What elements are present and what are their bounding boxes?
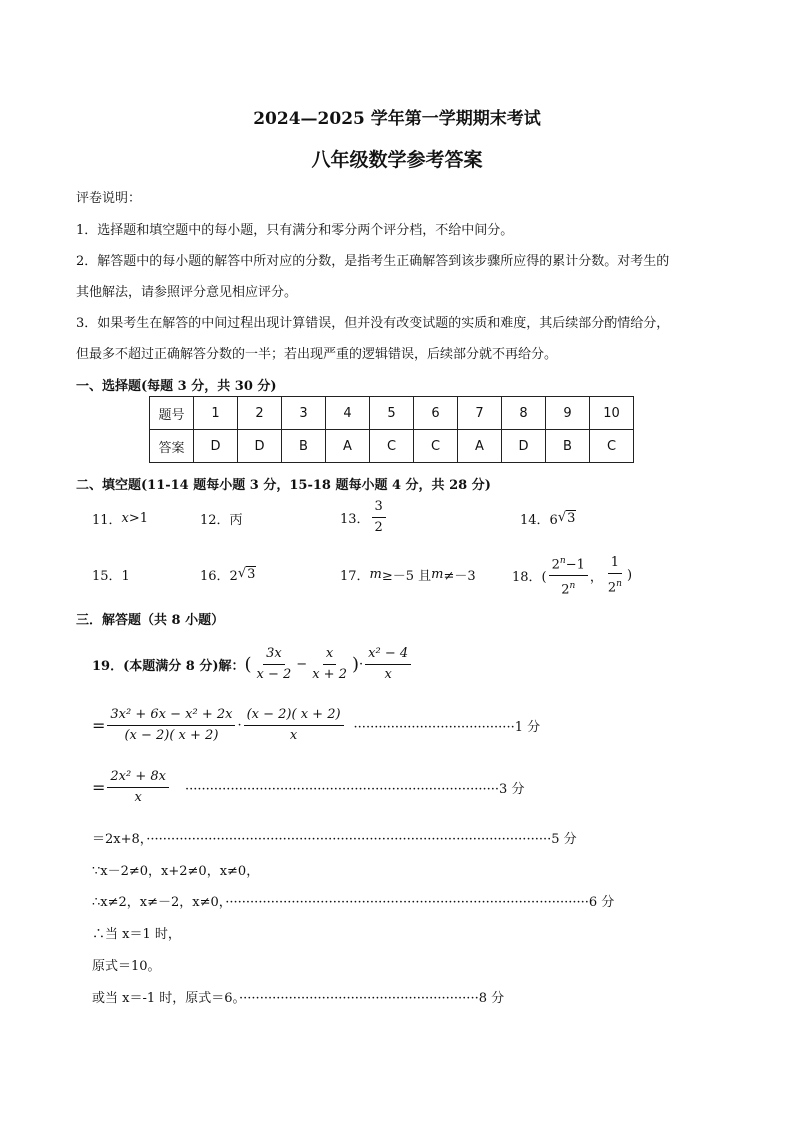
fraction-numerator: 1 [608, 554, 622, 574]
answer-13-fraction [372, 498, 386, 537]
fraction-denominator: x + 2 [312, 667, 347, 682]
row-label-number: 题号 [150, 397, 194, 430]
table-cell: 10 [590, 397, 634, 430]
answer-table [149, 396, 634, 463]
fraction-denominator [558, 576, 578, 599]
table-cell: D [238, 430, 282, 463]
answer-17-num: 17． [340, 569, 370, 584]
table-cell: B [546, 430, 590, 463]
note-3b: 但最多不超过正确解答分数的一半；若出现严重的逻辑错误，后续部分就不再给分。 [76, 347, 558, 362]
table-row [150, 430, 634, 463]
table-cell: A [326, 430, 370, 463]
fraction [254, 645, 295, 684]
minus-sign: − [296, 657, 308, 672]
notes-heading: 评卷说明： [76, 191, 142, 206]
table-cell: C [370, 430, 414, 463]
fraction [107, 768, 169, 807]
fraction-numerator [549, 552, 588, 576]
table-row [150, 397, 634, 430]
table-cell: 6 [414, 397, 458, 430]
sqrt-symbol: √ 3 [237, 566, 256, 582]
fraction-denominator: x [134, 790, 142, 805]
exponent: n [569, 581, 576, 592]
fraction-denominator: x − 2 [256, 667, 292, 682]
answer-13-num: 13． [340, 512, 370, 527]
fraction-denominator: 2 [374, 520, 383, 535]
table-cell: B [282, 430, 326, 463]
q19-statement: 19．(本题满分 8 分)解： ( $\frac{3x}{x - 2}$ − $\frac{x}{x + 2}$ ) · $\frac{\text{x² − 4}}{x}$ [92, 645, 413, 684]
comma: ， [589, 570, 603, 586]
section1-heading: 一、选择题(每题 3 分，共 30 分) [76, 379, 277, 394]
fraction-numerator: x² − 4 [365, 645, 411, 665]
q19-step-3: ＝2x+8，··································································································5 分 [92, 832, 577, 847]
equals-sign: = [92, 778, 106, 797]
section3-heading: 三．解答题（共 8 小题） [76, 613, 225, 628]
fraction-denominator [605, 574, 625, 597]
q19-step-5: ∴x≠2，x≠－2，x≠0，························································································6 分 [92, 895, 615, 910]
answer-12: 12．丙 [200, 513, 243, 528]
fraction-numerator: 3x² + 6x − x² + 2x [107, 706, 235, 726]
answer-14-num: 14．6 [520, 513, 558, 528]
answer-17-var: m [431, 567, 444, 582]
fraction-numerator: 3 [372, 498, 386, 518]
answer-17-var: m [369, 567, 382, 582]
base: 2 [561, 582, 570, 598]
section2-heading: 二、填空题(11-14 题每小题 3 分，15-18 题每小题 4 分，共 28 分) [76, 478, 491, 493]
table-cell: C [414, 430, 458, 463]
base: 2 [551, 557, 560, 573]
answer-11-rest: >1 [128, 511, 149, 526]
answer-18 [512, 552, 632, 600]
fraction-numerator: 2x² + 8x [107, 768, 169, 788]
q19-step-4: ∵x－2≠0，x+2≠0，x≠0， [92, 864, 260, 879]
fraction [309, 645, 350, 684]
equals-sign: = [92, 716, 106, 735]
answer-11-num: 11． [92, 513, 122, 528]
fraction [107, 706, 235, 745]
exponent: n [559, 556, 566, 566]
table-cell: 3 [282, 397, 326, 430]
q19-step-1: = $\frac{\text{3x² + 6x − x² + 2x}}{(x - 2)( x + 2)}$ · $\frac{(x - 2)( x + 2)}{x}$ ·······································1 分 [92, 707, 541, 743]
table-cell: 4 [326, 397, 370, 430]
table-cell: A [458, 430, 502, 463]
fraction-numerator: (x − 2)( x + 2) [244, 706, 344, 726]
q19-step-2 [92, 768, 524, 807]
table-cell: 5 [370, 397, 414, 430]
answer-18-fraction-2 [605, 554, 625, 597]
table-cell: D [502, 430, 546, 463]
answer-16 [200, 565, 256, 584]
answer-18-fraction-1 [549, 552, 588, 600]
fraction-denominator: (x − 2)( x + 2) [124, 728, 219, 743]
q19-step-6: ∴当 x＝1 时， [92, 927, 181, 942]
page-subtitle: 八年级数学参考答案 [311, 149, 483, 171]
answer-11 [92, 509, 148, 528]
answer-16-num: 16．2 [200, 569, 238, 584]
radicand: 3 [567, 511, 576, 526]
table-cell: 8 [502, 397, 546, 430]
answer-18-num: 18．( [512, 570, 547, 586]
answer-11-var: x [121, 511, 129, 526]
table-cell: 7 [458, 397, 502, 430]
radicand: 3 [247, 567, 256, 582]
note-2b: 其他解法，请参照评分意见相应评分。 [76, 285, 298, 300]
answer-17-mid: ≥－5 且 [381, 569, 432, 584]
fraction-numerator: x [323, 645, 336, 665]
q19-step-8: 或当 x＝-1 时，原式＝6。··························································8 分 [92, 991, 505, 1006]
table-cell: 2 [238, 397, 282, 430]
fraction [365, 645, 411, 684]
answer-13 [340, 498, 388, 537]
page-title: 2024—2025 学年第一学期期末考试 [253, 109, 541, 129]
q19-label: 19．(本题满分 8 分)解： [92, 659, 245, 674]
score-marker: ············································································3 分 [184, 782, 525, 797]
row-label-answer: 答案 [150, 430, 194, 463]
base: 2 [607, 580, 617, 596]
note-3a: 3．如果考生在解答的中间过程出现计算错误，但并没有改变试题的实质和难度，其后续部分酌情给分， [76, 316, 670, 331]
answer-14 [520, 509, 576, 528]
fraction-denominator: x [289, 728, 298, 743]
answer-15: 15．1 [92, 569, 130, 584]
table-cell: D [194, 430, 238, 463]
answer-17-end: ≠－3 [443, 569, 476, 584]
fraction-denominator: x [384, 667, 392, 682]
sqrt-symbol: √ 3 [557, 510, 576, 526]
note-1: 1．选择题和填空题中的每小题，只有满分和零分两个评分档，不给中间分。 [76, 223, 514, 238]
q19-step-7: 原式＝10。 [92, 959, 161, 974]
answer-17 [340, 565, 476, 584]
table-cell: 9 [546, 397, 590, 430]
score-marker: ·······································1 分 [353, 720, 541, 735]
close-paren: ) [626, 568, 633, 584]
table-cell: 1 [194, 397, 238, 430]
fraction [244, 706, 344, 745]
minus-one: −1 [565, 557, 585, 573]
table-cell: C [590, 430, 634, 463]
exponent: n [616, 579, 622, 590]
fraction-numerator: 3x [263, 645, 285, 665]
note-2a: 2．解答题中的每小题的解答中所对应的分数，是指考生正确解答到该步骤所应得的累计分数。对考生的 [76, 254, 670, 269]
